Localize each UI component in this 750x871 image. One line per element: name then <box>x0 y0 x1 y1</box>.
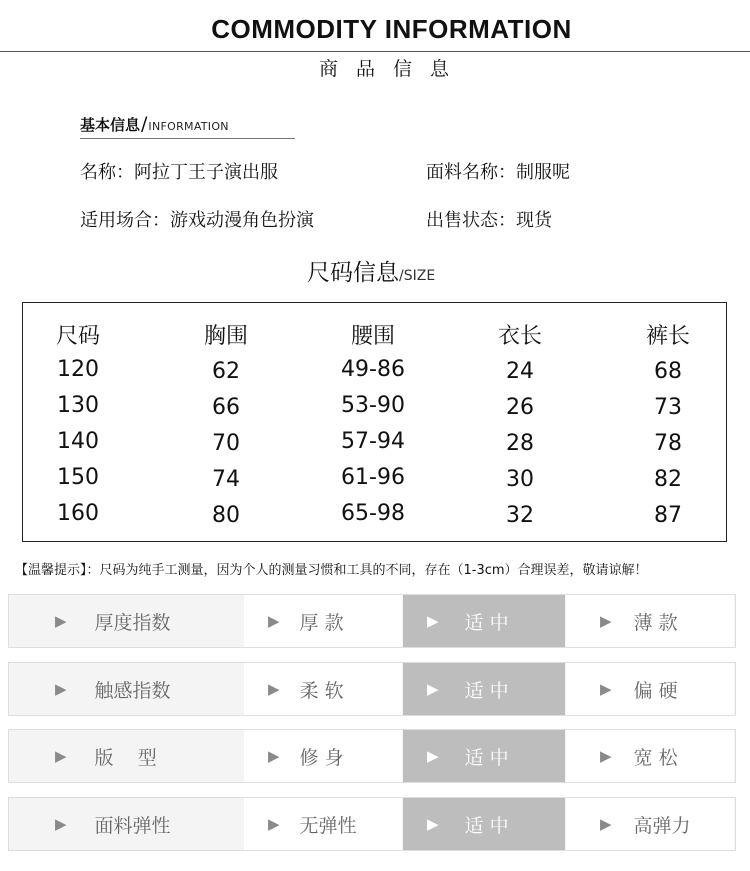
basic-info-divider <box>80 138 295 139</box>
size-heading-cn: 尺码信息 <box>307 260 399 286</box>
play-triangle-icon: ▶ <box>55 612 67 630</box>
play-triangle-icon: ▶ <box>600 815 612 833</box>
play-triangle-icon: ▶ <box>55 747 67 765</box>
attribute-option-selected: ▶ 适 中 <box>403 798 565 850</box>
attribute-label: ▶ 触感指数 <box>55 679 171 702</box>
page-subtitle: 商品信息 <box>318 58 467 80</box>
play-triangle-icon: ▶ <box>268 815 280 833</box>
table-header: 衣长 <box>497 324 542 349</box>
basic-info-heading-cn: 基本信息 <box>80 116 141 134</box>
table-header: 腰围 <box>350 324 395 349</box>
table-header: 裤长 <box>645 324 690 349</box>
play-triangle-icon: ▶ <box>268 612 280 630</box>
table-cell: 57-94 <box>341 429 405 454</box>
table-cell: 150 <box>57 465 99 490</box>
table-cell: 130 <box>57 393 99 418</box>
play-triangle-icon: ▶ <box>600 747 612 765</box>
table-cell: 68 <box>654 359 682 384</box>
table-cell: 82 <box>654 467 682 492</box>
table-cell: 160 <box>57 501 99 526</box>
play-triangle-icon: ▶ <box>427 612 439 630</box>
attribute-label: ▶ 厚度指数 <box>55 611 171 634</box>
play-triangle-icon: ▶ <box>268 747 280 765</box>
heading-slash: / <box>141 113 148 135</box>
table-cell: 80 <box>212 503 240 528</box>
play-triangle-icon: ▶ <box>600 612 612 630</box>
table-cell: 65-98 <box>341 501 405 526</box>
table-cell: 73 <box>654 395 682 420</box>
title-divider <box>0 51 750 52</box>
table-cell: 78 <box>654 431 682 456</box>
table-cell: 30 <box>506 467 534 492</box>
play-triangle-icon: ▶ <box>427 747 439 765</box>
table-cell: 32 <box>506 503 534 528</box>
attribute-option: ▶ 修 身 <box>244 730 402 782</box>
play-triangle-icon: ▶ <box>268 680 280 698</box>
table-cell: 120 <box>57 357 99 382</box>
attribute-option-selected: ▶ 适 中 <box>403 730 565 782</box>
table-cell: 87 <box>654 503 682 528</box>
attribute-option: ▶ 宽 松 <box>566 730 734 782</box>
play-triangle-icon: ▶ <box>600 680 612 698</box>
table-cell: 26 <box>506 395 534 420</box>
table-cell: 74 <box>212 467 240 492</box>
attribute-option: ▶ 高弹力 <box>566 798 734 850</box>
size-heading <box>307 254 435 287</box>
play-triangle-icon: ▶ <box>427 680 439 698</box>
table-cell: 28 <box>506 431 534 456</box>
play-triangle-icon: ▶ <box>55 815 67 833</box>
attribute-option: ▶ 无弹性 <box>244 798 402 850</box>
attribute-option-selected: ▶ 适 中 <box>403 663 565 715</box>
attribute-option: ▶ 柔 软 <box>244 663 402 715</box>
attribute-label: ▶ 版 型 <box>55 746 157 769</box>
attribute-option: ▶ 厚 款 <box>244 595 402 647</box>
table-cell: 66 <box>212 395 240 420</box>
table-cell: 49-86 <box>341 357 405 382</box>
fabric-name: 面料名称：制服呢 <box>426 162 570 183</box>
table-cell: 70 <box>212 431 240 456</box>
page-title: COMMODITY INFORMATION <box>211 14 572 44</box>
attribute-label: ▶ 面料弹性 <box>55 814 171 837</box>
play-triangle-icon: ▶ <box>427 815 439 833</box>
table-header: 尺码 <box>55 324 100 349</box>
occasion: 适用场合：游戏动漫角色扮演 <box>80 210 314 231</box>
play-triangle-icon: ▶ <box>55 680 67 698</box>
attribute-option-selected: ▶ 适 中 <box>403 595 565 647</box>
table-cell: 61-96 <box>341 465 405 490</box>
basic-info-heading-en: INFORMATION <box>148 120 229 133</box>
sale-status: 出售状态：现货 <box>426 210 552 231</box>
basic-info-heading <box>80 113 229 135</box>
attribute-option: ▶ 偏 硬 <box>566 663 734 715</box>
product-name: 名称：阿拉丁王子演出服 <box>80 162 278 183</box>
size-heading-en: /SIZE <box>399 268 436 284</box>
table-cell: 24 <box>506 359 534 384</box>
table-cell: 62 <box>212 359 240 384</box>
table-header: 胸围 <box>203 324 248 349</box>
table-cell: 140 <box>57 429 99 454</box>
table-cell: 53-90 <box>341 393 405 418</box>
attribute-option: ▶ 薄 款 <box>566 595 734 647</box>
measurement-note: 【温馨提示】：尺码为纯手工测量，因为个人的测量习惯和工具的不同，存在（1-3cm）合理误差，敬请谅解！ <box>15 563 648 578</box>
